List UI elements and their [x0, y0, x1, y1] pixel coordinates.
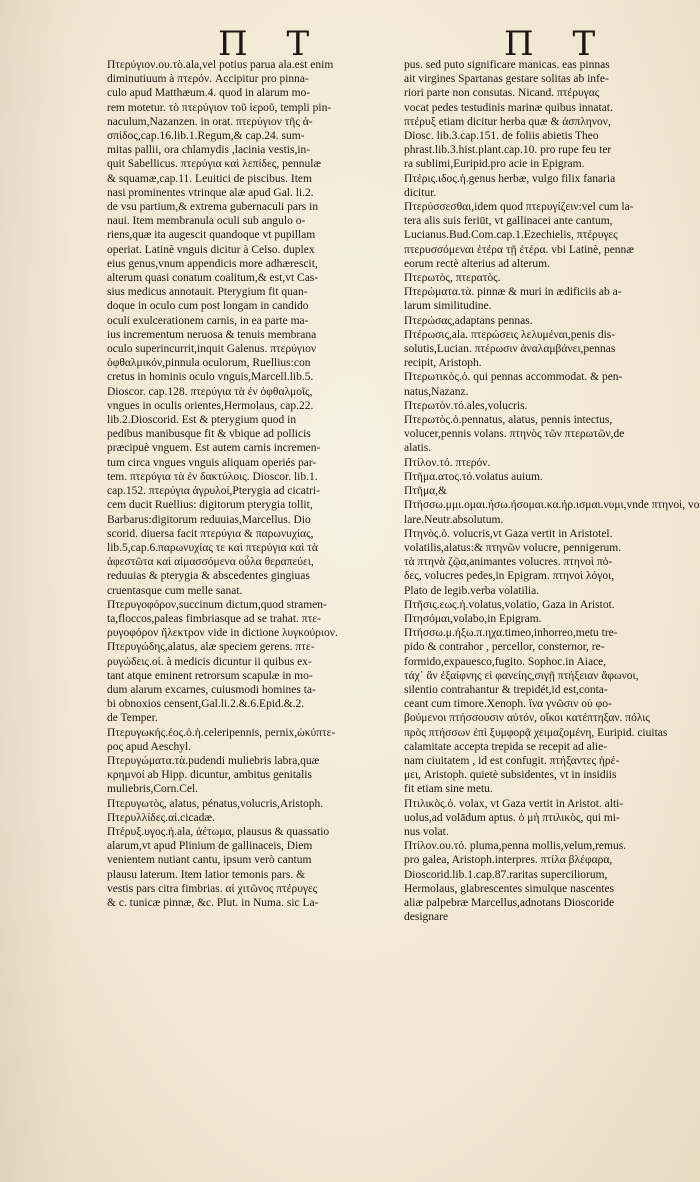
- text-line: Πτίλον.τό. πτερόν.: [404, 456, 491, 469]
- text-line: calamitate accepta trepida se recepit ad alie-: [404, 740, 608, 753]
- right-column: [404, 58, 700, 924]
- text-line: Πτερωτὸς, πτερατὸς.: [404, 272, 501, 285]
- text-line: ra sublimi,Euripid.pro acie in Epigram.: [404, 158, 585, 171]
- text-line: vestis pars citra fimbrias. αἱ χιτῶνος πτέρυγες: [107, 882, 318, 895]
- text-line: Πτερυγωκής.έος.ὁ.ἡ.celeripennis, pernix,ὠκύπτε-: [107, 726, 336, 739]
- text-line: Lucianus.Bud.Com.cap.1.Ezechielis, πτέρυγες: [404, 229, 618, 242]
- text-line: κρημνοί ab Hipp. dicuntur, ambitus genitalis: [107, 769, 312, 782]
- text-line: de Temper.: [107, 712, 158, 725]
- text-line: bi obnoxios censent,Gal.li.2.&.6.Epid.&.2.: [107, 698, 305, 711]
- text-line: natus,Nazanz.: [404, 385, 469, 398]
- text-line: τὰ πτηνὰ ζῷα,animantes volucres. πτηνοὶ πό-: [404, 556, 613, 569]
- text-line: Πτιλικὸς.ὁ. volax, vt Gaza vertit in Aristot. alti-: [404, 797, 624, 810]
- text-line: pido & contrahor , percellor, consternor, re-: [404, 641, 605, 654]
- text-line: Πτερύσσεσθαι,idem quod πτερυγίζειν:vel cum la-: [404, 201, 634, 214]
- text-line: alatis.: [404, 442, 432, 455]
- text-line: δες, volucres pedes,in Epigram. πτηνοὶ λόγοι,: [404, 570, 615, 583]
- text-line: cretus in hominis oculo vnguis,Marcell.lib.5.: [107, 371, 314, 384]
- text-line: dicitur.: [404, 186, 437, 199]
- text-line: eius genus,vnum appendicis more adhærescit,: [107, 257, 318, 270]
- text-line: volatilis,alatus:& πτηνῶν volucre, pennigerum.: [404, 541, 622, 554]
- text-line: πρὸς πτήσσων ἐπὶ ξυμφορᾷ χειμαζομένη, Euripid. ciuitas: [404, 726, 668, 739]
- text-line: vngues in oculis orientes,Hermolaus, cap.22.: [107, 399, 314, 412]
- text-line: scorid. diuersa facit πτερύγια & παρωνυχίας,: [107, 527, 314, 540]
- text-line: plausu laterum. Item latior temonis pars. &: [107, 868, 306, 881]
- text-line: naculum,Nazanzen. in orat. πτερύγιον τῆς ἀ-: [107, 115, 313, 128]
- text-line: Πτερυγοφόρον,succinum dictum,quod stramen-: [107, 598, 327, 611]
- text-line: tera alis suis feriūt, vt gallinacei ante cantum,: [404, 215, 613, 228]
- text-line: πτερυσσόμεναι ἑτέρα τῇ ἑτέρα. vbi Latinè, pennæ: [404, 243, 634, 256]
- text-line: Πτερωτικὸς.ὁ. qui pennas accommodat. & pen-: [404, 371, 623, 384]
- text-line: phrast.lib.3.hist.plant.cap.10. pro rupe feu ter: [404, 144, 612, 157]
- text-line: dum alarum excarnes, cuiusmodi homines ta-: [107, 683, 316, 696]
- text-line: nus volat.: [404, 825, 449, 838]
- text-line: pro galea, Aristoph.interpres. πτίλα βλέφαρα,: [404, 854, 613, 867]
- text-line: cem ducit Ruellius: digitorum pterygia tollit,: [107, 499, 313, 512]
- text-line: Πτερύγιον.ου.τὸ.ala,vel potius parua ala.est enim: [107, 59, 334, 71]
- text-line: quit Sabellicus. πτερύγια καὶ λεπίδες, pennulæ: [107, 158, 322, 171]
- text-line: Πτερώσας,adaptans pennas.: [404, 314, 533, 327]
- text-line: præcipuè vnguem. Est autem carnis incremen-: [107, 442, 321, 455]
- text-line: Barbarus:digitorum reduuias,Marcellus. Dio: [107, 513, 311, 526]
- text-line: tem. πτερύγια τὰ ἐν δακτύλοις. Dioscor. lib.1.: [107, 470, 318, 483]
- text-line: vocat pedes testudinis marinæ quibus innatat.: [404, 101, 613, 114]
- text-line: ἀφεστῶτα καὶ αἱμασσόμενα οὖλα θεραπεύει,: [107, 556, 314, 569]
- text-line: ρυγώδεις.οἱ. à medicis dicuntur ii quibus ex-: [107, 655, 312, 668]
- text-line: mitas pallii, ora chlamydis ,lacinia vestis,in-: [107, 144, 311, 157]
- text-line: ius incrementum neruosa & tenuis membrana: [107, 328, 317, 341]
- text-line: Plato de legib.verba volatilia.: [404, 584, 540, 597]
- text-line: tum circa vngues vnguis aliquam operiés par-: [107, 456, 317, 469]
- text-line: muliebris,Corn.Cel.: [107, 783, 199, 796]
- text-line: Πτηνὸς.ὁ. volucris,vt Gaza vertit in Aristotel.: [404, 527, 613, 540]
- text-line: reduuias & pterygia & abscedentes gingiuas: [107, 570, 310, 583]
- text-line: Πτῆσις.εως.ἡ.volatus,volatio, Gaza in Aristot.: [404, 598, 615, 611]
- text-line: lib.2.Dioscorid. Est & pterygium quod in: [107, 414, 297, 427]
- text-line: Πτέρωσις,ala. πτερώσεις λελυμέναι,penis dis-: [404, 328, 616, 341]
- text-line: Πτῆμα,&: [404, 485, 447, 498]
- text-line: ρυγοφόρον ἤλεκτρον vide in dictione λυγκούριον.: [107, 627, 338, 640]
- text-line: sius medicus annotauit. Pterygium fit quan-: [107, 286, 308, 299]
- text-line: silentio contrahantur & trepidét,id est,conta-: [404, 683, 608, 696]
- text-line: ait virgines Spartanas gestare solitas ab infe-: [404, 73, 609, 86]
- text-line: Πτέρις.ιδος.ἡ.genus herbæ, vulgo filix fanaria: [404, 172, 616, 185]
- text-line: Πτερυγωτὸς, alatus, pénatus,volucris,Aristoph.: [107, 797, 324, 810]
- text-line: τάχ᾽ ἂν ἐξαίφνης εἰ φανείης,σιγῇ πτήξειαν ἄφωνοι,: [404, 669, 639, 682]
- text-line: diminutiuum à πτερόν. Accipitur pro pinna-: [107, 73, 309, 86]
- text-line: Πτέρυξ.υγος.ἡ.ala, ἀέτωμα, plausus & quassatio: [107, 825, 330, 838]
- text-line: fit etiam sine metu.: [404, 783, 493, 796]
- text-line: Πτήσσω.μ.ήξω.π.ηχα.timeo,inhorreo,metu tre-: [404, 627, 618, 640]
- text-line: Πτερυγώδης,alatus, alæ speciem gerens. πτε-: [107, 641, 315, 654]
- text-line: tant atque eminent retrorsum scapulæ in mo-: [107, 669, 313, 682]
- text-line: σπίδος,cap.16.lib.1.Regum,& cap.24. sum-: [107, 130, 305, 143]
- text-line: nasi prominentes vtrinque alæ apud Gal. li.2.: [107, 186, 314, 199]
- text-line: Πτῆμα.ατος.τό.volatus auium.: [404, 470, 543, 483]
- text-line: ὀφθαλμικόν,pinnula oculorum, Ruellius:con: [107, 357, 311, 370]
- text-line: Πτερωτὸν.τό.ales,volucris.: [404, 399, 528, 412]
- text-line: culo apud Matthæum.4. quod in alarum mo-: [107, 87, 311, 100]
- text-line: Πτησόμαι,volabo,in Epigram.: [404, 612, 542, 625]
- text-line: venientem nutiant cantu, ipsum verò cantum: [107, 854, 312, 867]
- text-line: Dioscorid.lib.1.cap.87.raritas superciliorum,: [404, 868, 608, 881]
- text-line: oculi exulcerationem carnis, in ea parte ma-: [107, 314, 309, 327]
- text-line: rem motetur. τὸ πτερύγιον τοῦ ἱεροῦ, templi pin-: [107, 101, 332, 114]
- text-line: naui. Item membranula oculi sub angulo o-: [107, 215, 306, 228]
- text-line: alterum quasi conatum coalitum,& est,vt Cas-: [107, 272, 319, 285]
- text-line: ta,floccos,paleas fimbriasque ad se trahat. πτε-: [107, 612, 321, 625]
- text-line: ρος apud Aeschyl.: [107, 740, 192, 753]
- text-line: operiat. Latinè vnguis dicitur à Celso. duplex: [107, 243, 315, 256]
- text-line: Πτίλον.ου.τό. pluma,penna mollis,velum,remus.: [404, 840, 627, 853]
- text-line: & squamæ,cap.11. Leuitici de piscibus. Item: [107, 172, 312, 185]
- running-head-left: Π Τ: [218, 24, 324, 64]
- text-line: & c. tunicæ pinnæ, &c. Plut. in Numa. sic La-: [107, 896, 319, 909]
- text-line: eorum rectè alterius ad alterum.: [404, 257, 550, 270]
- text-line: pedibus manibusque fit & vbique ad pollicis: [107, 428, 311, 441]
- text-line: nam ciuitatem , id est confugit. πτήξαντες ἡρέ-: [404, 754, 620, 767]
- text-line: lib.5,cap.6.παρωνυχίας τε καὶ πτερύγια καὶ τὰ: [107, 541, 318, 554]
- text-line: cruentasque cum melle sanat.: [107, 584, 243, 597]
- running-head-right: Π Τ: [504, 24, 610, 64]
- text-line: designare: [404, 911, 449, 924]
- text-line: βούμενοι πτήσσουσιν αὐτόν, οἴκοι κατέπτηξαν. πόλις: [404, 712, 650, 725]
- text-line: alarum,vt apud Plinium de gallinaceis, Diem: [107, 840, 313, 853]
- text-line: Πτήσσω.μμι.ομαι.ήσω.ήσομαι.κα.ήρ.ισμαι.νυμι,vnde πτηνοὶ, vo: [404, 499, 700, 512]
- text-line: larum similitudine.: [404, 300, 492, 313]
- text-line: Diosc. lib.3.cap.151. de foliis abietis Theo: [404, 130, 599, 143]
- text-line: oculo superincurrit,inquit Galenus. πτερύγιον: [107, 343, 317, 356]
- text-line: Πτερυγώματα.τὰ.pudendi muliebris labra,quæ: [107, 754, 320, 767]
- text-line: volucer,pennis volans. πτηνὸς τῶν πτερωτῶν,de: [404, 428, 625, 441]
- left-column: [107, 58, 395, 910]
- page-gutter-shadow: [0, 0, 70, 1182]
- text-line: solutis,Lucian. πτέρωσιν ἀναλαμβάνει,pennas: [404, 343, 616, 356]
- text-line: Hermolaus, glabrescentes simulque nascentes: [404, 882, 615, 895]
- text-line: Πτερυλλίδες.αἱ.cicadæ.: [107, 811, 215, 824]
- text-line: de vsu partium,& extrema gubernaculi pars in: [107, 201, 319, 214]
- text-line: μει, Aristoph. quietè subsidentes, vt in insidiis: [404, 769, 617, 782]
- text-line: lare.Neutr.absolutum.: [404, 513, 504, 526]
- text-line: riori parte non consutas. Nicand. πτέρυγας: [404, 87, 600, 100]
- text-line: Πτερώματα.τὰ. pinnæ & muri in ædificiis ab a-: [404, 286, 622, 299]
- text-line: ceant cum timore.Xenoph. ἵνα γνῶσιν οὐ φο-: [404, 698, 612, 711]
- text-line: formido,expauesco,fugito. Sophoc.in Aiace,: [404, 655, 607, 668]
- text-line: cap.152. πτερύγια ἀγρυλοί,Pterygia ad cicatri-: [107, 485, 320, 498]
- text-line: uolus,ad volādum aptus. ὁ μὴ πτιλικὸς, qui mi-: [404, 811, 620, 824]
- text-line: doque in oculo cum post longam in candido: [107, 300, 309, 313]
- text-line: riens,quæ ita augescit quandoque vt pupillam: [107, 229, 316, 242]
- text-line: aliæ palpebræ Marcellus,adnotans Dioscoride: [404, 896, 615, 909]
- text-line: Πτερωτὸς.ὁ.pennatus, alatus, pennis intectus,: [404, 414, 613, 427]
- text-line: recipit, Aristoph.: [404, 357, 482, 370]
- text-line: Dioscor. cap.128. πτερύγια τὰ ἐν ὀφθαλμοῖς,: [107, 385, 313, 398]
- text-line: pus. sed puto significare manicas. eas pinnas: [404, 59, 610, 71]
- text-line: πτέρυξ etiam dicitur herba quæ & ἀσπληνον,: [404, 115, 611, 128]
